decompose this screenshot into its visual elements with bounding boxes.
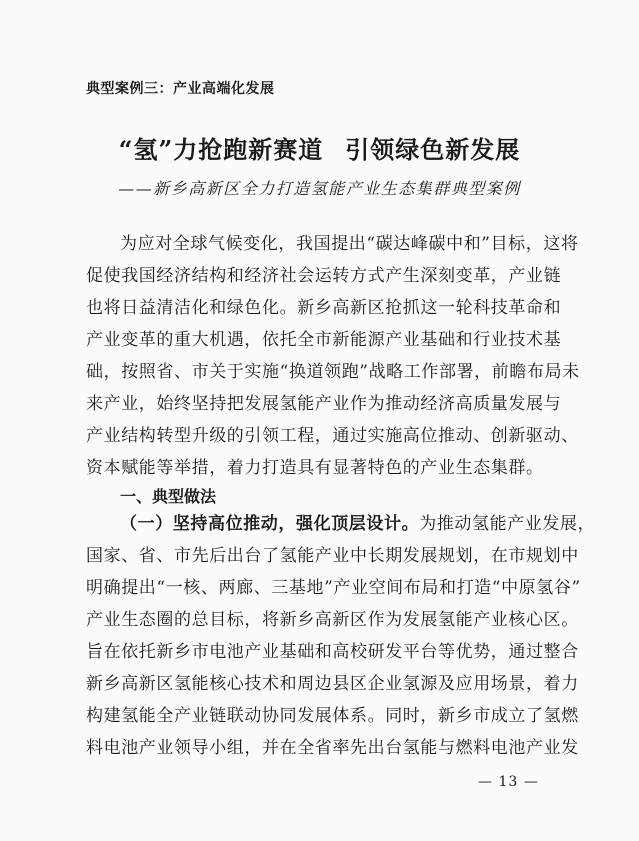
paragraph-line: 料电池产业领导小组，并在全省率先出台氢能与燃料电池产业发 — [86, 738, 579, 758]
case-label: 典型案例三：产业高端化发展 — [86, 81, 275, 97]
paragraph-line: 旨在依托新乡市电池产业基础和高校研发平台等优势，通过整合 — [86, 642, 579, 662]
paragraph-line: 资本赋能等举措，着力打造具有显著特色的产业生态集群。 — [86, 458, 544, 478]
paragraph-line: 础，按照省、市关于实施“换道领跑”战略工作部署，前瞻布局未 — [86, 362, 580, 382]
paragraph-line: 国家、省、市先后出台了氢能产业中长期发展规划，在市规划中 — [86, 546, 579, 566]
paragraph-line: 产业结构转型升级的引领工程，通过实施高位推动、创新驱动、 — [86, 426, 579, 446]
document-title — [0, 130, 639, 165]
paragraph-line: 新乡高新区氢能核心技术和周边县区企业氢源及应用场景，着力 — [86, 674, 579, 694]
paragraph-line: 促使我国经济结构和经济社会运转方式产生深刻变革，产业链 — [86, 266, 562, 286]
paragraph-line: 产业生态圈的总目标，将新乡高新区作为发展氢能产业核心区。 — [86, 610, 579, 630]
paragraph-line: 产业变革的重大机遇，依托全市新能源产业基础和行业技术基 — [86, 330, 562, 350]
paragraph-line: 构建氢能全产业链联动协同发展体系。同时，新乡市成立了氢燃 — [86, 706, 579, 726]
paragraph-line: 也将日益清洁化和绿色化。新乡高新区抢抓这一轮科技革命和 — [86, 298, 562, 318]
subsection-lead-rest: 为推动氢能产业发展， — [419, 514, 596, 534]
paragraph-line: 来产业，始终坚持把发展氢能产业作为推动经济高质量发展与 — [86, 394, 562, 414]
paragraph-line: 明确提出“一核、两廊、三基地”产业空间布局和打造“中原氢谷” — [86, 578, 581, 598]
paragraph-line: 为应对全球气候变化，我国提出“碳达峰碳中和”目标，这将 — [120, 234, 579, 254]
page-number: — 13 — — [478, 774, 539, 790]
title-part-2: 引领绿色新发展 — [345, 135, 521, 164]
title-part-1: “氢”力抢跑新赛道 — [118, 135, 324, 164]
subsection-lead: （一）坚持高位推动，强化顶层设计。 — [120, 514, 420, 534]
document-subtitle: ——新乡高新区全力打造氢能产业生态集群典型案例 — [118, 179, 521, 198]
subsection-first-line — [120, 512, 596, 536]
section-heading: 一、典型做法 — [120, 487, 217, 506]
